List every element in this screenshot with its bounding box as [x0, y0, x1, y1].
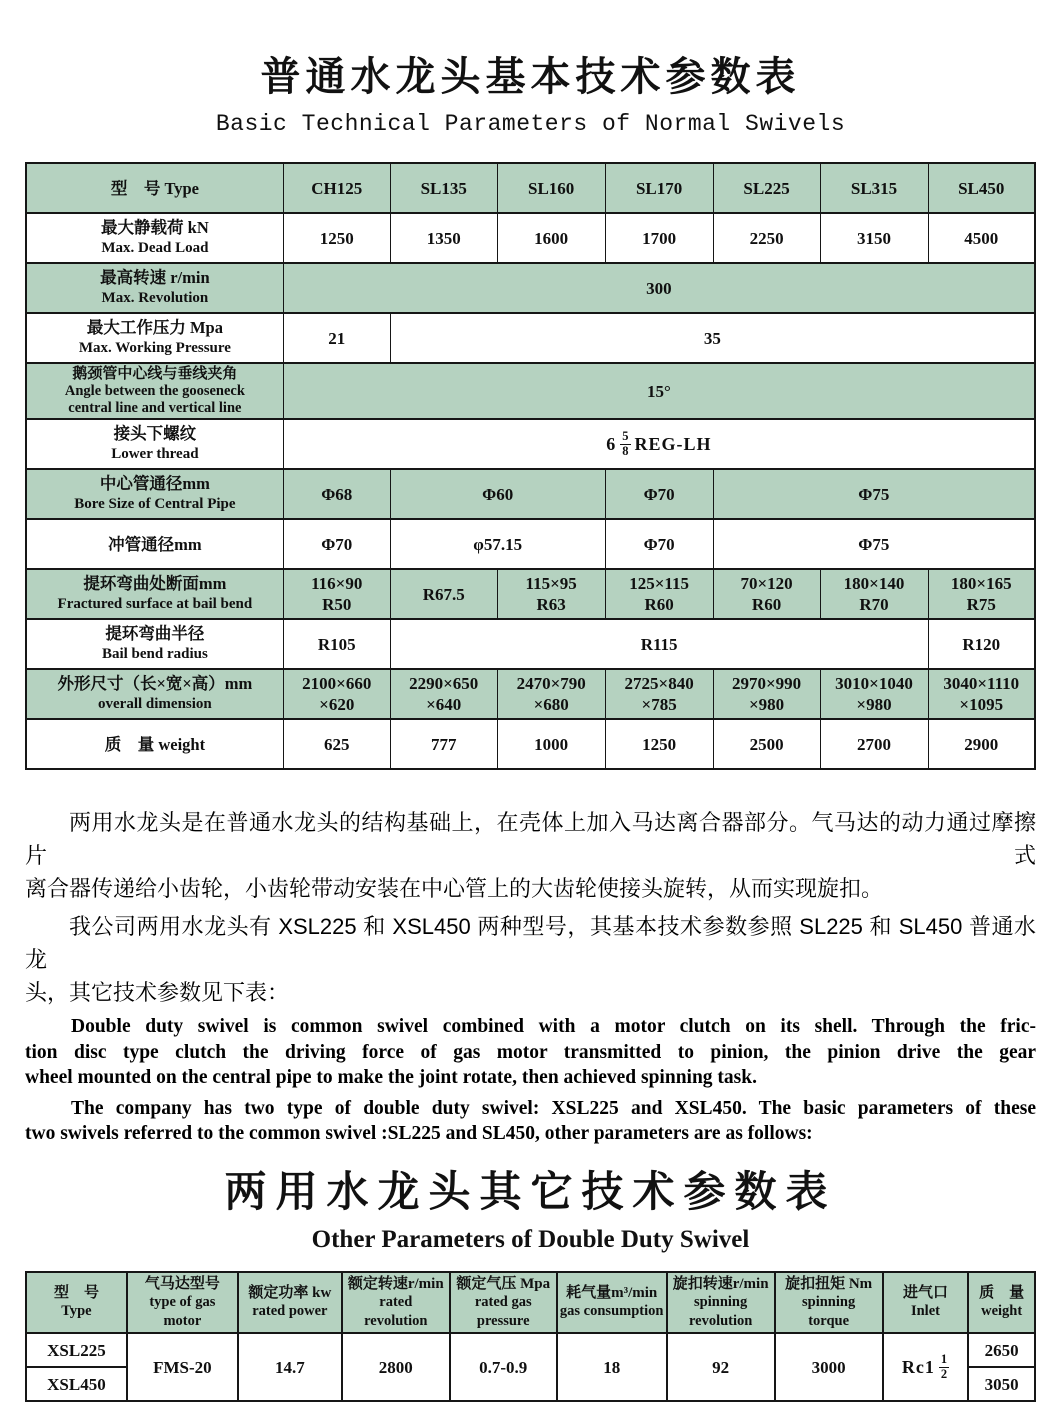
table-row	[26, 363, 1035, 419]
main-title-zh: 普通水龙头基本技术参数表	[260, 54, 801, 99]
value-cell: 1250	[605, 719, 713, 769]
secondary-title-en: Other Parameters of Double Duty Swivel	[311, 1225, 750, 1253]
fraction-value: Rc1 $\frac{1}{2}$	[901, 1352, 948, 1381]
value-cell: 2725×840 ×785	[605, 669, 713, 719]
table-row	[26, 569, 1035, 619]
column-header-cell: 型 号 Type	[26, 1272, 127, 1334]
value-cell: 125×115 R60	[605, 569, 713, 619]
value-cell: 2290×650 ×640	[390, 669, 497, 719]
table-row	[26, 163, 1035, 213]
value-cell: R105	[283, 619, 390, 669]
value-cell: XSL225	[26, 1333, 127, 1367]
value-cell: φ57.15	[390, 519, 605, 569]
table-row	[26, 519, 1035, 569]
value-cell: 180×165 R75	[928, 569, 1035, 619]
paragraph-en-1	[25, 1014, 1036, 1091]
value-cell: 2650	[968, 1333, 1035, 1367]
value-cell: 2500	[713, 719, 820, 769]
value-cell: 1700	[605, 213, 713, 263]
paragraph-zh-1	[25, 806, 1036, 905]
value-cell: 180×140 R70	[820, 569, 928, 619]
value-cell: Φ68	[283, 469, 390, 519]
column-header-cell: SL170	[605, 163, 713, 213]
value-cell: 300	[283, 263, 1035, 313]
value-cell: 3040×1110 ×1095	[928, 669, 1035, 719]
value-cell: 21	[283, 313, 390, 363]
table-row	[26, 213, 1035, 263]
value-cell: 1250	[283, 213, 390, 263]
value-cell: Φ60	[390, 469, 605, 519]
table-row	[26, 619, 1035, 669]
column-header-cell: CH125	[283, 163, 390, 213]
value-cell: 2800	[342, 1333, 450, 1401]
column-header-cell: 旋扣扭矩 Nm spinning torque	[775, 1272, 883, 1334]
double-duty-table-container	[25, 1271, 1036, 1403]
paragraph-en-2	[25, 1096, 1036, 1147]
column-header-cell: SL225	[713, 163, 820, 213]
column-header-cell: 额定气压 Mpa rated gas pressure	[450, 1272, 557, 1334]
column-header-cell: 型 号 Type	[26, 163, 283, 213]
column-header-cell: SL450	[928, 163, 1035, 213]
column-header-cell: 耗气量m³/min gas consumption	[557, 1272, 667, 1334]
value-cell: Φ75	[713, 469, 1035, 519]
row-label-cell: 最大工作压力 Mpa Max. Working Pressure	[26, 313, 283, 363]
fraction-value: 6 $\frac{5}{8}$ REG-LH	[606, 429, 712, 458]
value-cell: 14.7	[238, 1333, 342, 1401]
column-header-cell: SL135	[390, 163, 497, 213]
value-cell: 3050	[968, 1367, 1035, 1401]
row-label-cell: 质 量 weight	[26, 719, 283, 769]
value-cell: 2100×660 ×620	[283, 669, 390, 719]
value-cell: 1350	[390, 213, 497, 263]
value-cell: 1600	[497, 213, 605, 263]
column-header-cell: 旋扣转速r/min spinning revolution	[667, 1272, 775, 1334]
column-header-cell: SL160	[497, 163, 605, 213]
column-header-cell: 气马达型号 type of gas motor	[127, 1272, 238, 1334]
normal-swivel-parameters-table	[25, 162, 1036, 770]
row-label-cell: 接头下螺纹 Lower thread	[26, 419, 283, 469]
paragraph-line: Double duty swivel is common swivel combined with a motor clutch on its shell. Through the fric-	[71, 1016, 1036, 1037]
value-cell: 116×90 R50	[283, 569, 390, 619]
row-label-cell: 最大静载荷 kN Max. Dead Load	[26, 213, 283, 263]
value-cell: 2250	[713, 213, 820, 263]
value-cell: 3000	[775, 1333, 883, 1401]
table-row	[26, 263, 1035, 313]
value-cell: 3010×1040 ×980	[820, 669, 928, 719]
row-label-cell: 最高转速 r/min Max. Revolution	[26, 263, 283, 313]
value-cell: Φ70	[605, 469, 713, 519]
row-label-cell: 鹅颈管中心线与垂线夹角 Angle between the gooseneck central line and vertical line	[26, 363, 283, 419]
value-cell: Φ70	[283, 519, 390, 569]
value-cell: 115×95 R63	[497, 569, 605, 619]
value-cell: 2470×790 ×680	[497, 669, 605, 719]
value-cell: XSL450	[26, 1367, 127, 1401]
column-header-cell: 额定功率 kw rated power	[238, 1272, 342, 1334]
paragraph-line: 两用水龙头是在普通水龙头的结构基础上，在壳体上加入马达离合器部分。气马达的动力通过摩擦片式	[25, 810, 1036, 868]
column-header-cell: 进气口 Inlet	[883, 1272, 969, 1334]
double-duty-swivel-parameters-table	[25, 1271, 1036, 1403]
paragraph-line: 头，其它技术参数见下表：	[25, 980, 290, 1005]
value-cell: 2900	[928, 719, 1035, 769]
table-row	[26, 469, 1035, 519]
normal-swivel-table-container	[25, 162, 1036, 770]
table-row	[26, 669, 1035, 719]
table-row	[26, 1333, 1035, 1367]
row-label-cell: 提环弯曲处断面mm Fractured surface at bail bend	[26, 569, 283, 619]
column-header-cell: 额定转速r/min rated revolution	[342, 1272, 450, 1334]
value-cell: 70×120 R60	[713, 569, 820, 619]
row-label-cell: 冲管通径mm	[26, 519, 283, 569]
value-cell: Φ75	[713, 519, 1035, 569]
row-label-cell: 提环弯曲半径 Bail bend radius	[26, 619, 283, 669]
value-cell: 35	[390, 313, 1035, 363]
table-row	[26, 719, 1035, 769]
body-paragraphs	[25, 806, 1036, 1147]
value-cell: 15°	[283, 363, 1035, 419]
row-label-cell: 外形尺寸（长×宽×高）mm overall dimension	[26, 669, 283, 719]
value-cell: 777	[390, 719, 497, 769]
table-row	[26, 419, 1035, 469]
value-cell: Φ70	[605, 519, 713, 569]
row-label-cell: 中心管通径mm Bore Size of Central Pipe	[26, 469, 283, 519]
value-cell: R67.5	[390, 569, 497, 619]
value-cell: 4500	[928, 213, 1035, 263]
value-cell: 1000	[497, 719, 605, 769]
paragraph-line: two swivels referred to the common swivel :SL225 and SL450, other parameters are as follows:	[25, 1123, 813, 1144]
main-title-en: Basic Technical Parameters of Normal Swivels	[215, 111, 846, 137]
value-cell: R120	[928, 619, 1035, 669]
value-cell: 2970×990 ×980	[713, 669, 820, 719]
value-cell: 18	[557, 1333, 667, 1401]
paragraph-zh-2	[25, 910, 1036, 1009]
value-cell: 625	[283, 719, 390, 769]
value-cell: R115	[390, 619, 928, 669]
paragraph-line: 我公司两用水龙头有 XSL225 和 XSL450 两种型号，其基本技术参数参照 SL225 和 SL450 普通水龙	[25, 914, 1036, 972]
paragraph-line: 离合器传递给小齿轮，小齿轮带动安装在中心管上的大齿轮使接头旋转，从而实现旋扣。	[25, 876, 884, 901]
column-header-cell: SL315	[820, 163, 928, 213]
secondary-title-zh: 两用水龙头其它技术参数表	[224, 1169, 837, 1216]
value-cell: FMS-20	[127, 1333, 238, 1401]
value-cell: 3150	[820, 213, 928, 263]
value-cell: 92	[667, 1333, 775, 1401]
paragraph-line: The company has two type of double duty swivel: XSL225 and XSL450. The basic parameters of these	[71, 1097, 1036, 1119]
value-cell: 0.7-0.9	[450, 1333, 557, 1401]
value-cell: 2700	[820, 719, 928, 769]
table-row	[26, 1272, 1035, 1334]
paragraph-line: wheel mounted on the central pipe to make the joint rotate, then achieved spinning task.	[25, 1067, 757, 1088]
column-header-cell: 质 量 weight	[968, 1272, 1035, 1334]
value-cell	[883, 1333, 969, 1401]
paragraph-line: tion disc type clutch the driving force of gas motor transmitted to pinion, the pinion drive the gear	[25, 1041, 1036, 1063]
value-cell	[283, 419, 1035, 469]
table-row	[26, 313, 1035, 363]
